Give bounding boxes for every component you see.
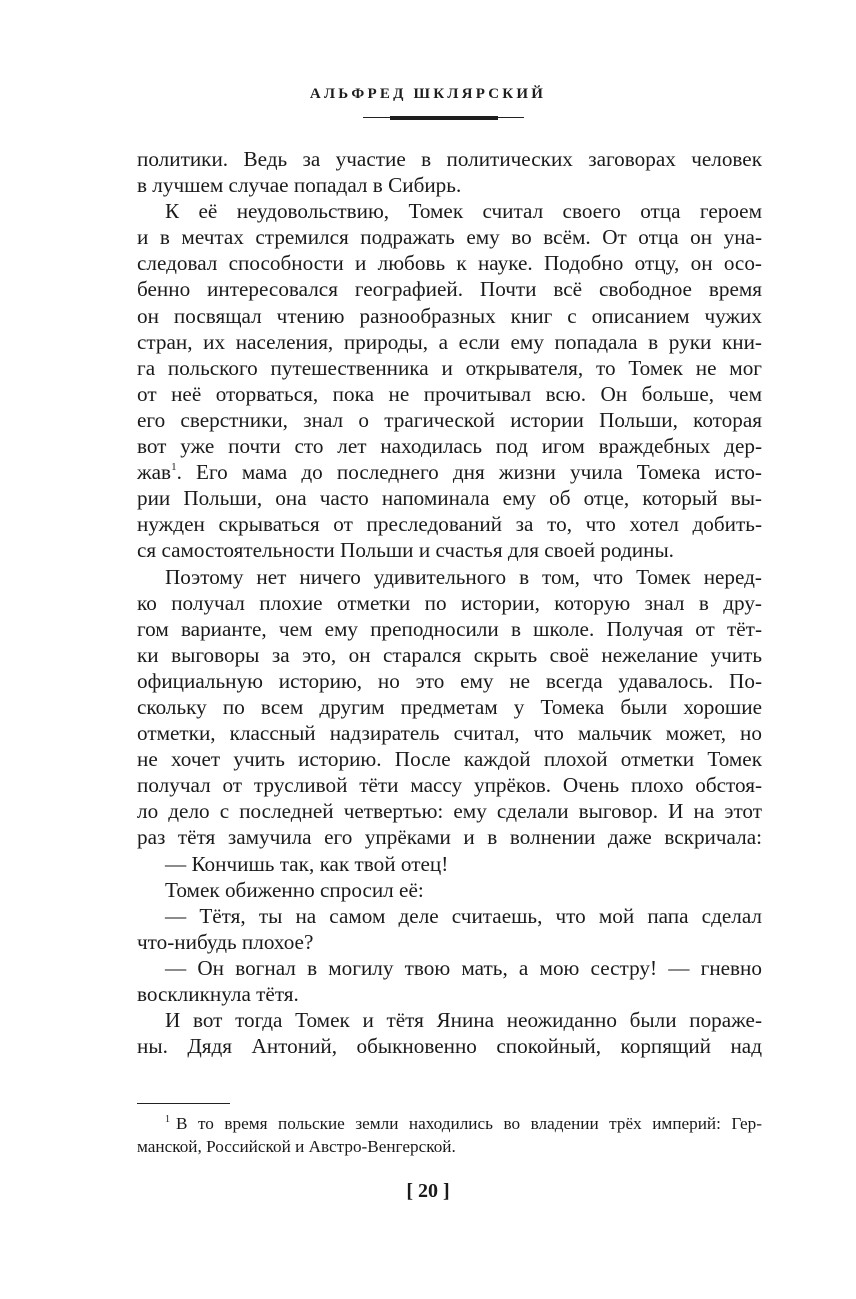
text-line: вот уже почти сто лет находилась под игом враждебных дер-: [137, 434, 762, 459]
footnote: [137, 1112, 762, 1158]
running-head-author: АЛЬФРЕД ШКЛЯРСКИЙ: [309, 86, 547, 102]
text-line: политики. Ведь за участие в политических заговорах человек: [137, 147, 762, 171]
text-line: получал от трусливой тёти массу упрёков. Очень плохо обстоя-: [137, 773, 762, 798]
text-line: И вот тогда Томек и тётя Янина неожиданно были пораже-: [165, 1008, 762, 1033]
text-segment: жав: [137, 460, 172, 485]
text-line: нужден скрываться от преследований за то, что хотел добить-: [137, 512, 762, 537]
text-line: его сверстники, знал о трагической истории Польши, которая: [137, 407, 762, 432]
text-line: от неё оторваться, пока не прочитывал всю. Он больше, чем: [137, 381, 762, 406]
text-line: и в мечтах стремился подражать ему во всём. От отца он уна-: [137, 225, 762, 250]
text-line: воскликнула тётя.: [137, 982, 299, 1006]
footnote-separator: [137, 1103, 230, 1104]
header-rule-thick: [390, 116, 498, 120]
body-text: [137, 146, 762, 1059]
text-line: — Кончишь так, как твой отец!: [165, 851, 449, 876]
page-number: [ 20 ]: [406, 1180, 450, 1202]
text-line: стран, их населения, природы, а если ему попадала в руки кни-: [137, 329, 762, 354]
text-line: бенно интересовался географией. Почти всё свободное время: [137, 277, 762, 302]
footnote-line-1: [137, 1112, 762, 1135]
text-line: раз тётя замучила его упрёками и в волнении даже вскричала:: [137, 825, 762, 850]
text-line: — Он вогнал в могилу твою мать, а мою сестру! — гневно: [165, 955, 762, 980]
text-line: Томек обиженно спросил её:: [165, 877, 424, 902]
text-line: гом варианте, чем ему преподносили в школе. Получая от тёт-: [137, 616, 762, 641]
text-line: официальную историю, но это ему не всегда удавалось. По-: [137, 668, 762, 693]
footnote-marker: 1: [165, 1114, 170, 1125]
text-line: ны. Дядя Антоний, обыкновенно спокойный, корпящий над: [137, 1034, 762, 1059]
text-line: — Тётя, ты на самом деле считаешь, что мой папа сделал: [165, 903, 762, 928]
text-line: в лучшем случае попадал в Сибирь.: [137, 173, 462, 198]
text-line: рии Польши, она часто напоминала ему об отце, который вы-: [137, 486, 762, 511]
text-line: не хочет учить историю. После каждой плохой отметки Томек: [137, 747, 762, 772]
text-line: ся самостоятельности Польши и счастья для своей родины.: [137, 538, 674, 563]
text-line: следовал способности и любовь к науке. Подобно отцу, он осо-: [137, 251, 762, 276]
text-line: ло дело с последней четвертью: ему сделали выговор. И на этот: [137, 799, 762, 824]
text-line: что-нибудь плохое?: [137, 929, 314, 954]
text-line: ко получал плохие отметки по истории, которую знал в дру-: [137, 590, 762, 615]
text-line: скольку по всем другим предметам у Томека были хорошие: [137, 694, 762, 719]
text-line: отметки, классный надзиратель считал, что мальчик может, но: [137, 721, 762, 746]
text-segment: . Его мама до последнего дня жизни учила Томека исто-: [176, 460, 762, 485]
footnote-line-2: манской, Российской и Австро-Венгерской.: [137, 1137, 456, 1156]
text-line: ки выговоры за это, он старался скрыть своё нежелание учить: [137, 642, 762, 667]
footnote-reference[interactable]: 1: [171, 461, 177, 474]
text-line: он посвящал чтению разнообразных книг с описанием чужих: [137, 303, 762, 328]
text-line: [137, 459, 762, 485]
footnote-text-1: В то время польские земли находились во владении трёх империй: Гер-: [176, 1114, 762, 1133]
text-line: К её неудовольствию, Томек считал своего отца героем: [165, 199, 762, 224]
text-line: Поэтому нет ничего удивительного в том, что Томек неред-: [165, 564, 762, 589]
text-line: га польского путешественника и открывателя, то Томек не мог: [137, 355, 762, 380]
